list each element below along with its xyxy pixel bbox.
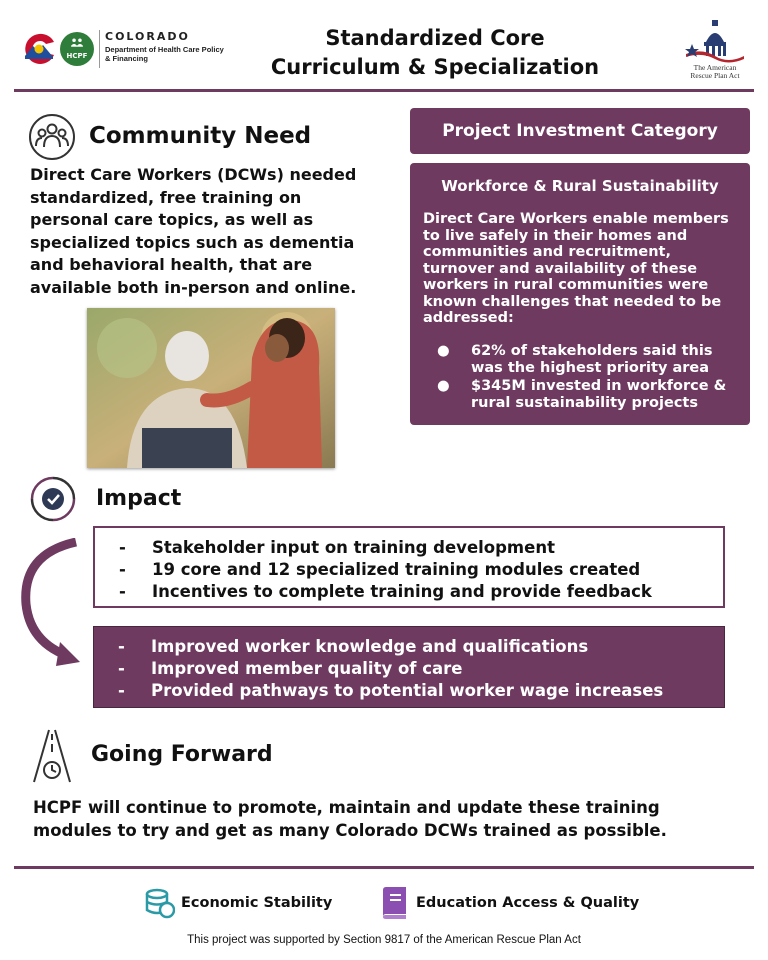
people-group-icon — [27, 112, 77, 162]
community-need-heading: Community Need — [89, 123, 312, 149]
economic-stability-tag — [145, 886, 345, 920]
list-item: - Stakeholder input on training development — [119, 538, 555, 557]
title-line-1: Standardized Core — [325, 26, 545, 50]
hcpf-badge-label: HCPF — [66, 52, 88, 60]
logo-state-name: COLORADO — [105, 30, 190, 43]
header-divider — [14, 89, 754, 92]
logo-department-name: Department of Health Care Policy & Financing — [105, 45, 224, 63]
target-check-icon — [28, 474, 78, 524]
hcpf-badge-icon — [60, 32, 94, 66]
going-forward-heading: Going Forward — [91, 742, 273, 767]
investment-bullets — [433, 343, 743, 413]
arpa-logo — [682, 18, 748, 82]
list-item: - Improved member quality of care — [118, 659, 463, 678]
colorado-c-logo-icon — [22, 32, 56, 66]
colorado-hcpf-logo — [22, 28, 222, 72]
capitol-dome-icon — [682, 18, 748, 64]
funding-credit: This project was supported by Section 9817 of the American Rescue Plan Act — [187, 934, 581, 946]
education-access-label: Education Access & Quality — [416, 895, 640, 911]
title-line-2: Curriculum & Specialization — [270, 55, 600, 79]
list-item: ● $345M invested in workforce & rural sustainability projects — [437, 378, 727, 411]
list-item: - 19 core and 12 specialized training modules created — [119, 560, 641, 579]
education-access-tag — [380, 886, 640, 920]
coins-stack-icon — [145, 886, 175, 920]
logo-divider — [99, 30, 100, 68]
road-icon — [31, 728, 73, 784]
impact-actions-box — [93, 526, 725, 608]
impact-outcomes-box — [93, 626, 725, 708]
going-forward-text: HCPF will continue to promote, maintain and update these training modules to try and get as many Colorado DCWs trained as possible. — [33, 798, 667, 840]
curved-arrow-icon — [16, 538, 86, 672]
caregiver-illustration — [87, 308, 335, 468]
book-icon — [380, 886, 410, 920]
investment-subheading: Workforce & Rural Sustainability — [441, 177, 719, 195]
investment-text: Direct Care Workers enable members to live safely in their homes and communities and recruitment, turnover and availability of these workers in rural communities were known challenges that needed to be addressed: — [423, 211, 729, 326]
arpa-logo-text: The American Rescue Plan Act — [690, 63, 740, 80]
caregiver-photo — [87, 308, 335, 468]
investment-category-header: Project Investment Category — [410, 108, 750, 154]
list-item: - Incentives to complete training and provide feedback — [119, 582, 652, 601]
footer-divider — [14, 866, 754, 869]
community-need-text: Direct Care Workers (DCWs) needed standardized, free training on personal care topics, as well as specialized topics such as dementia and behavioral health, that are available both in-person and online. — [30, 165, 357, 297]
impact-heading: Impact — [96, 486, 182, 511]
impact-outcomes-list — [118, 636, 663, 702]
list-item: ● 62% of stakeholders said this was the highest priority area — [437, 343, 713, 376]
list-item: - Provided pathways to potential worker wage increases — [118, 681, 664, 700]
list-item: - Improved worker knowledge and qualifications — [118, 637, 589, 656]
economic-stability-label: Economic Stability — [181, 895, 333, 911]
investment-category-box — [410, 163, 750, 425]
page-title — [240, 24, 630, 82]
impact-actions-list — [119, 537, 652, 603]
